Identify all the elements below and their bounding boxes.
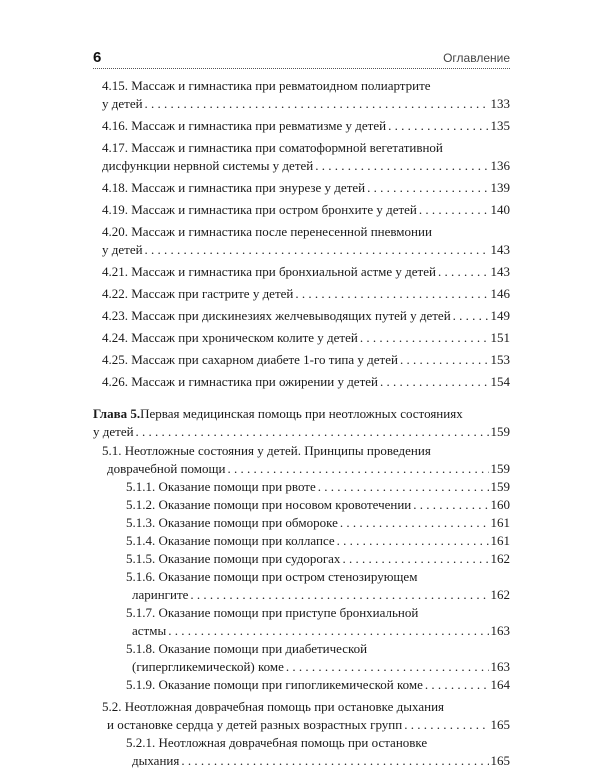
toc-page-number: 159 (490, 461, 510, 476)
toc-entry-text: 5.1.8. Оказание помощи при диабетической (126, 641, 368, 656)
toc-entry[interactable] (93, 442, 510, 478)
toc-entry[interactable] (93, 514, 510, 532)
toc-entry-text: 4.22. Массаж при гастрите у детей (102, 286, 294, 301)
toc-entry-text: 5.1.2. Оказание помощи при носовом кровотечении (126, 497, 412, 512)
dot-leader (438, 263, 489, 281)
toc-entry[interactable] (93, 734, 510, 770)
toc-entry[interactable] (93, 179, 510, 197)
toc-entry-text: у детей (102, 96, 143, 111)
toc-page-number: 151 (490, 330, 510, 345)
toc-entry-text: ларингите (132, 587, 189, 602)
toc-entry[interactable] (93, 223, 510, 259)
toc-entry-text: дыхания (132, 753, 180, 768)
dot-leader (318, 478, 489, 496)
toc-entry-text: 4.24. Массаж при хроническом колите у детей (102, 330, 358, 345)
toc-page-number: 159 (490, 424, 510, 439)
toc-page-number: 146 (490, 286, 510, 301)
toc-entry[interactable] (93, 496, 510, 514)
toc-entry[interactable] (93, 117, 510, 135)
toc-entry[interactable] (93, 405, 510, 441)
toc-entry-text: и остановке сердца у детей разных возрастных групп (107, 717, 403, 732)
toc-page-number: 163 (490, 623, 510, 638)
header-dotted-rule (93, 68, 510, 69)
toc-page-number: 162 (490, 551, 510, 566)
toc-page-number: 136 (490, 158, 510, 173)
toc-page-number: 135 (490, 118, 510, 133)
dot-leader (425, 676, 489, 694)
dot-leader (340, 514, 489, 532)
dot-leader (190, 586, 488, 604)
toc-page-number: 159 (490, 479, 510, 494)
toc-entry-text: 5.2. Неотложная доврачебная помощь при остановке дыхания (102, 699, 445, 714)
toc-entry[interactable] (93, 351, 510, 369)
dot-leader (419, 201, 489, 219)
dot-leader (295, 285, 488, 303)
toc-page-number: 133 (490, 96, 510, 111)
dot-leader (337, 532, 489, 550)
dot-leader (136, 423, 489, 441)
toc-page-number: 164 (490, 677, 510, 692)
toc-page-number: 161 (490, 533, 510, 548)
dot-leader (315, 157, 488, 175)
dot-leader (400, 351, 489, 369)
toc-entry-text: 4.26. Массаж и гимнастика при ожирении у детей (102, 374, 378, 389)
toc-entry[interactable] (93, 640, 510, 676)
toc-page-number: 162 (490, 587, 510, 602)
toc-page-number: 139 (490, 180, 510, 195)
toc-entry[interactable] (93, 676, 510, 694)
toc-entry[interactable] (93, 373, 510, 391)
toc-entry-text: Первая медицинская помощь при неотложных состояниях (140, 406, 463, 421)
toc-entry-text: 5.2.1. Неотложная доврачебная помощь при остановке (126, 735, 428, 750)
dot-leader (453, 307, 489, 325)
toc-entry-text: 4.21. Массаж и гимнастика при бронхиальной астме у детей (102, 264, 436, 279)
toc-entry-text: 4.17. Массаж и гимнастика при соматоформной вегетативной (102, 140, 443, 155)
toc-page-number: 160 (490, 497, 510, 512)
toc-page-number: 149 (490, 308, 510, 323)
table-of-contents (93, 77, 510, 770)
dot-leader (181, 752, 488, 770)
toc-entry-text: 4.16. Массаж и гимнастика при ревматизме у детей (102, 118, 387, 133)
toc-entry[interactable] (93, 568, 510, 604)
dot-leader (286, 658, 489, 676)
dot-leader (367, 179, 488, 197)
toc-entry-text: 4.18. Массаж и гимнастика при энурезе у детей (102, 180, 366, 195)
toc-entry-text: 4.20. Массаж и гимнастика после перенесенной пневмонии (102, 224, 432, 239)
page-number: 6 (93, 49, 102, 66)
dot-leader (228, 460, 489, 478)
toc-page-number: 165 (490, 717, 510, 732)
toc-entry-text: 5.1.9. Оказание помощи при гипогликемической коме (126, 677, 423, 692)
dot-leader (342, 550, 488, 568)
toc-entry-text: 4.25. Массаж при сахарном диабете 1-го типа у детей (102, 352, 398, 367)
toc-entry-text: 5.1.5. Оказание помощи при судорогах (126, 551, 341, 566)
dot-leader (145, 95, 489, 113)
toc-page-number: 165 (490, 753, 510, 768)
toc-entry[interactable] (93, 285, 510, 303)
toc-entry[interactable] (93, 532, 510, 550)
running-header-title: Оглавление (443, 51, 510, 65)
toc-entry-text: 5.1.4. Оказание помощи при коллапсе (126, 533, 335, 548)
toc-page-number: 154 (490, 374, 510, 389)
toc-entry-text: у детей (93, 424, 134, 439)
chapter-label: Глава 5. (93, 406, 141, 421)
toc-entry[interactable] (93, 263, 510, 281)
toc-entry-text: 5.1.7. Оказание помощи при приступе бронхиальной (126, 605, 419, 620)
toc-entry-text: 5.1.1. Оказание помощи при рвоте (126, 479, 316, 494)
toc-entry-text: астмы (132, 623, 167, 638)
toc-page-number: 161 (490, 515, 510, 530)
dot-leader (168, 622, 488, 640)
toc-entry-text: 5.1.3. Оказание помощи при обмороке (126, 515, 338, 530)
toc-entry[interactable] (93, 604, 510, 640)
toc-entry-text: 4.23. Массаж при дискинезиях желчевыводящих путей у детей (102, 308, 451, 323)
toc-entry[interactable] (93, 307, 510, 325)
toc-page-number: 153 (490, 352, 510, 367)
toc-entry[interactable] (93, 77, 510, 113)
dot-leader (380, 373, 489, 391)
dot-leader (413, 496, 488, 514)
dot-leader (388, 117, 488, 135)
toc-entry[interactable] (93, 201, 510, 219)
toc-entry-text: 5.1. Неотложные состояния у детей. Принципы проведения (102, 443, 431, 458)
toc-entry[interactable] (93, 329, 510, 347)
dot-leader (404, 716, 488, 734)
toc-page-number: 163 (490, 659, 510, 674)
toc-page-number: 140 (490, 202, 510, 217)
toc-entry[interactable] (93, 139, 510, 175)
toc-page-number: 143 (490, 264, 510, 279)
toc-entry-text: 4.19. Массаж и гимнастика при остром бронхите у детей (102, 202, 417, 217)
toc-entry[interactable] (93, 698, 510, 734)
toc-entry-text: доврачебной помощи (107, 461, 226, 476)
toc-entry[interactable] (93, 478, 510, 496)
toc-page-number: 143 (490, 242, 510, 257)
toc-entry-text: дисфункции нервной системы у детей (102, 158, 314, 173)
toc-entry-text: у детей (102, 242, 143, 257)
toc-entry-text: 5.1.6. Оказание помощи при остром стенозирующем (126, 569, 418, 584)
toc-entry[interactable] (93, 550, 510, 568)
dot-leader (360, 329, 489, 347)
dot-leader (145, 241, 489, 259)
toc-entry-text: (гипергликемической) коме (132, 659, 284, 674)
toc-entry-text: 4.15. Массаж и гимнастика при ревматоидном полиартрите (102, 78, 431, 93)
